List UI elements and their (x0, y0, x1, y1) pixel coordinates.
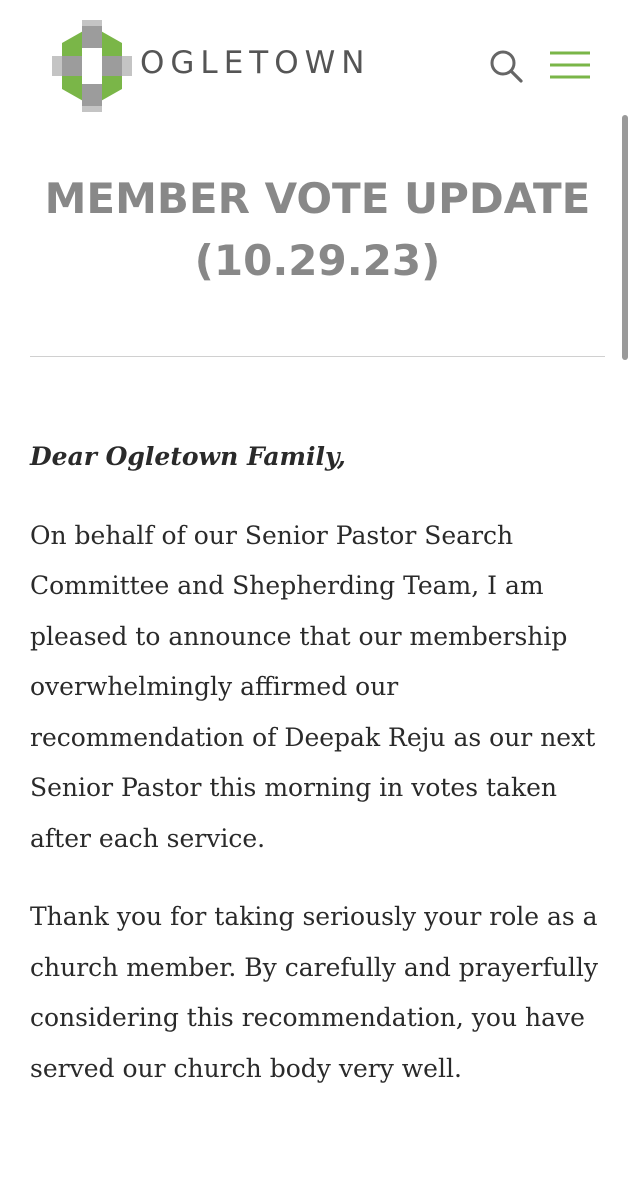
title-divider (30, 356, 605, 357)
menu-button[interactable] (548, 50, 592, 82)
greeting: Dear Ogletown Family, (30, 442, 346, 471)
site-header (0, 0, 633, 130)
logo-wordmark: OGLETOWN (140, 45, 371, 81)
ogletown-logo-icon (52, 20, 132, 112)
article-paragraph-1: On behalf of our Senior Pastor Search Committee and Shepherding Team, I am pleased to announce that our membership overwhelmingly affirmed our recommendation of Deepak Reju as our next Senior Pastor this morning in votes taken after each service. (30, 520, 596, 853)
hamburger-menu-icon (548, 50, 592, 82)
article-paragraph-2: Thank you for taking seriously your role as a church member. By carefully and prayerfully considering this recommendation, you have served our church body very well. (30, 902, 598, 1083)
article-body (30, 432, 605, 1122)
page-title: MEMBER VOTE UPDATE (10.29.23) (44, 174, 591, 285)
bottom-fade (0, 1178, 633, 1200)
page-scrollbar[interactable] (622, 115, 628, 360)
search-icon (488, 48, 524, 84)
site-logo[interactable] (52, 20, 371, 112)
search-button[interactable] (488, 48, 524, 84)
